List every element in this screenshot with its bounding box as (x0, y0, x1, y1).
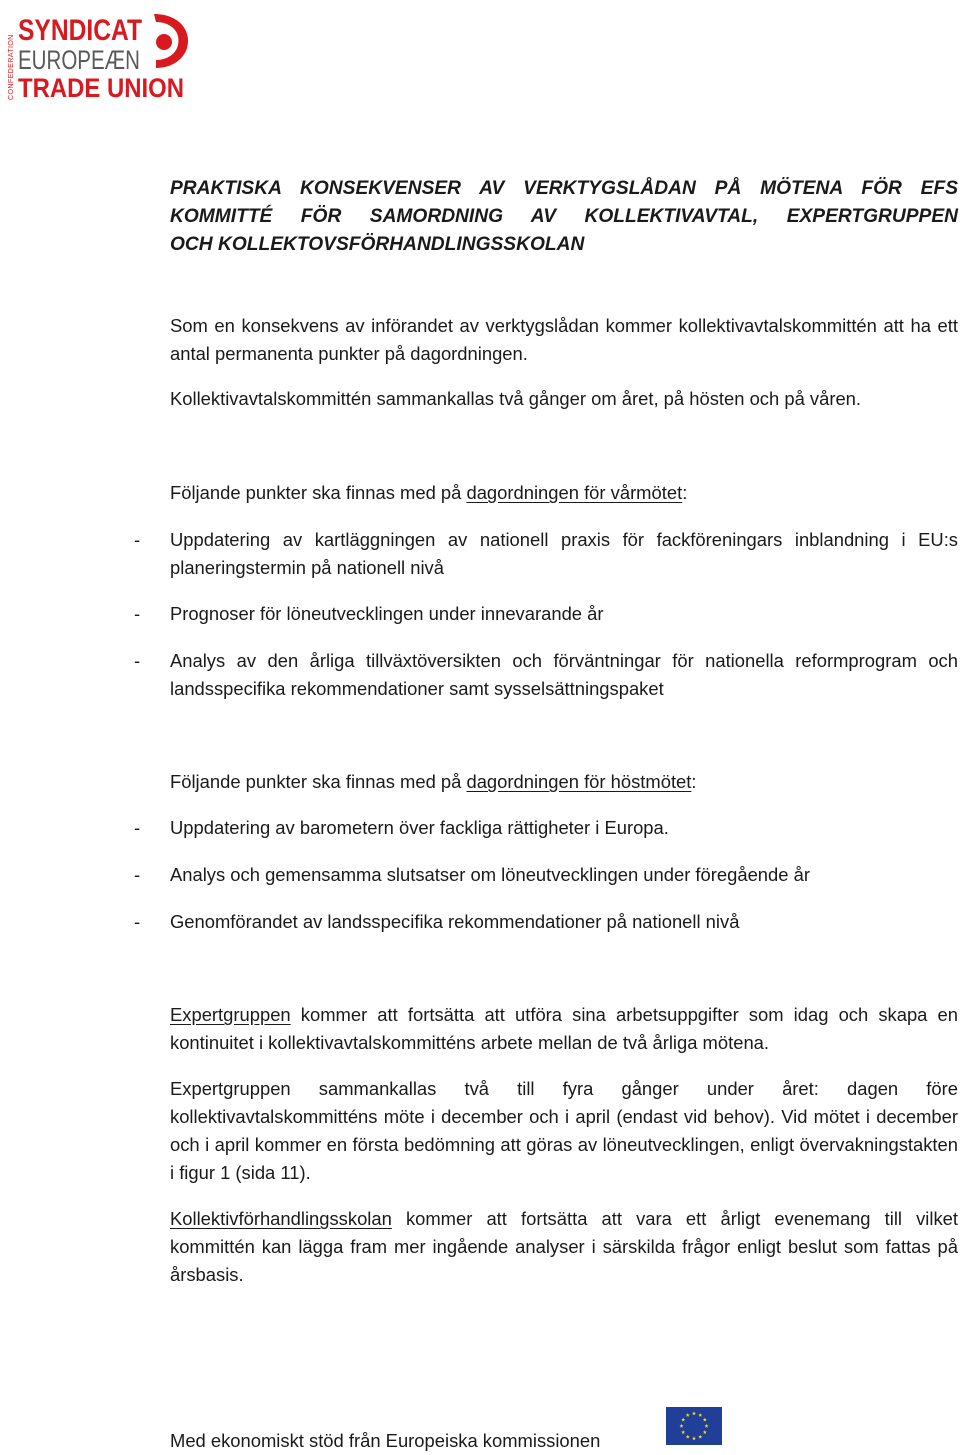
spring-lead (170, 479, 958, 507)
bullet-dash: - (134, 529, 141, 550)
school-link: Kollektivförhandlingsskolan (170, 1208, 392, 1229)
bullet-dash: - (134, 911, 141, 932)
spring-item-3: Analys av den årliga tillväxtöversikten och förväntningar för nationella reformprogram och landsspecifika rekommendationer samt sysselsättningspaket (170, 650, 958, 699)
title-line-2: KOMMITTÉ FÖR SAMORDNING AV KOLLEKTIVAVTAL, EXPERTGRUPPEN (170, 206, 958, 227)
list-item (134, 600, 958, 628)
list-item (134, 526, 958, 582)
bullet-dash: - (134, 650, 141, 671)
list-item (134, 814, 958, 842)
footer-funding-note: Med ekonomiskt stöd från Europeiska kommissionen (170, 1430, 601, 1451)
bullet-dash: - (134, 864, 141, 885)
autumn-lead (170, 768, 958, 796)
expert-paragraph-2: Expertgruppen sammankallas två till fyra gånger under året: dagen före kollektivavtalskommitténs möte i december och i april (endast vid behov). Vid mötet i december och i april kommer en första bedömning att göras av löneutvecklingen, enligt övervakningstakten i figur 1 (sida 11). (170, 1078, 958, 1183)
logo-swirl-icon (154, 14, 188, 68)
title-line-3: OCH KOLLEKTOVSFÖRHANDLINGSSKOLAN (170, 234, 585, 255)
spring-item-2: Prognoser för löneutvecklingen under innevarande år (170, 603, 604, 624)
intro-paragraph-1: Som en konsekvens av införandet av verktygslådan kommer kollektivavtalskommittén att ha ett antal permanenta punkter på dagordningen. (170, 315, 958, 364)
list-item (134, 647, 958, 703)
spring-item-1: Uppdatering av kartläggningen av nationell praxis för fackföreningars inblandning i EU:s planeringstermin på nationell nivå (170, 529, 958, 578)
logo-line-2: EUROPEÆN (18, 45, 140, 75)
spring-lead-suffix: : (682, 482, 688, 503)
autumn-lead-suffix: : (691, 771, 697, 792)
spring-agenda-link: dagordningen för vårmötet (466, 482, 683, 503)
expert-paragraph-1 (170, 1001, 958, 1057)
logo-side-text: CONFEDERATION (6, 34, 15, 100)
autumn-lead-prefix: Följande punkter ska finnas med på (170, 771, 467, 792)
autumn-item-1: Uppdatering av barometern över fackliga rättigheter i Europa. (170, 817, 669, 838)
bullet-dash: - (134, 817, 141, 838)
logo-line-3: TRADE UNION (18, 73, 184, 102)
document-title (170, 175, 958, 259)
list-item (134, 908, 958, 936)
autumn-item-3: Genomförandet av landsspecifika rekommendationer på nationell nivå (170, 911, 740, 932)
eu-flag-icon (666, 1407, 722, 1445)
etuc-logo (4, 8, 192, 102)
title-line-1: PRAKTISKA KONSEKVENSER AV VERKTYGSLÅDAN PÅ MÖTENA FÖR EFS (170, 178, 958, 199)
school-paragraph-text: kommer att fortsätta att vara ett årligt evenemang till vilket kommittén kan lägga fram mer ingående analyser i särskilda frågor enligt beslut som fattas på årsbasis. (170, 1208, 958, 1285)
logo-line-1: SYNDICAT (18, 14, 142, 47)
bullet-dash: - (134, 603, 141, 624)
autumn-agenda-link: dagordningen för höstmötet (466, 771, 692, 792)
expert-paragraph-1-text: kommer att fortsätta att utföra sina arbetsuppgifter som idag och skapa en kontinuitet i kollektivavtalskommitténs arbete mellan de två årliga mötena. (170, 1004, 958, 1053)
intro-paragraph-2: Kollektivavtalskommittén sammankallas två gånger om året, på hösten och på våren. (170, 388, 862, 409)
autumn-item-2: Analys och gemensamma slutsatser om löneutvecklingen under föregående år (170, 864, 810, 885)
list-item (134, 861, 958, 889)
spring-lead-prefix: Följande punkter ska finnas med på (170, 482, 467, 503)
school-paragraph (170, 1205, 958, 1289)
expert-group-link: Expertgruppen (170, 1004, 291, 1025)
